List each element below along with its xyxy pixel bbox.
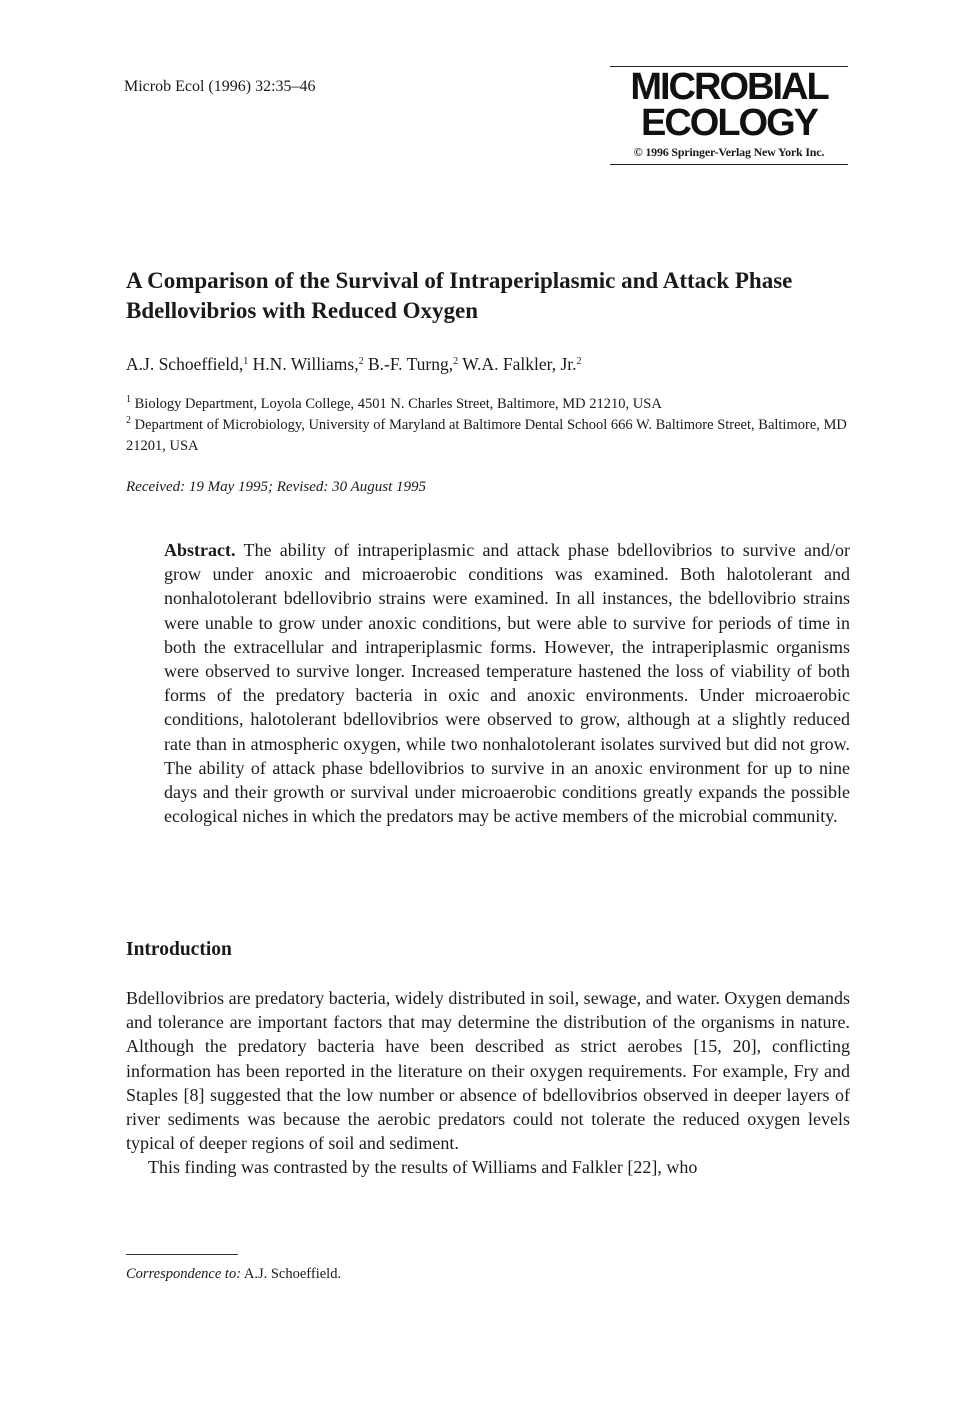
copyright-notice: © 1996 Springer-Verlag New York Inc. [633, 145, 825, 159]
journal-name-line1: MICROBIAL [630, 66, 828, 108]
abstract-text: The ability of intraperiplasmic and attack phase bdellovibrios to survive and/or grow under anoxic and microaerobic conditions was examined. Both halotolerant and nonhalotolerant bdellovibrio strains were examined. In all instances, the bdellovibrio strains were unable to grow under anoxic conditions, but were able to survive for periods of time in both the extracellular and intraperiplasmic forms. However, the intraperiplasmic organisms were observed to survive longer. Increased temperature hastened the loss of viability of both forms of the predatory bacteria in oxic and anoxic environments. Under microaerobic conditions, halotolerant bdellovibrios were observed to grow, although at a slightly reduced rate than in atmospheric oxygen, while two nonhalotolerant isolates survived but did not grow. The ability of attack phase bdellovibrios to survive in an anoxic environment for up to nine days and their growth or survival under microaerobic conditions greatly expands the possible ecological niches in which the predators may be active members of the microbial community. [164, 540, 850, 827]
author-name: H.N. Williams, [252, 354, 359, 374]
correspondence-footnote [126, 1266, 341, 1283]
affiliation-number: 1 [126, 394, 131, 405]
footnote-text: A.J. Schoeffield. [243, 1266, 342, 1282]
affiliation-number: 2 [126, 415, 131, 426]
author-name: B.-F. Turng, [367, 354, 454, 374]
journal-name-line2: ECOLOGY [640, 102, 818, 144]
author-affiliation-mark: 1 [243, 356, 249, 367]
abstract [164, 538, 850, 828]
affiliations [126, 394, 848, 457]
affiliation-text: Department of Microbiology, University of Maryland at Baltimore Dental School 666 W. Baltimore Street, Baltimore, MD 21201, USA [126, 417, 847, 454]
paragraph: Bdellovibrios are predatory bacteria, widely distributed in soil, sewage, and water. Oxygen demands and tolerance are important factors that may determine the distribution of the organisms in nature. Although the predatory bacteria have been described as strict aerobes [15, 20], conflicting information has been reported in the literature on their oxygen requirements. For example, Fry and Staples [8] suggested that the low number or absence of bdellovibrios observed in deeper layers of river sediments was because the aerobic predators could not tolerate the reduced oxygen levels typical of deeper regions of soil and sediment. [126, 988, 850, 1154]
journal-masthead [610, 66, 848, 165]
introduction-body [126, 986, 850, 1180]
affiliation-1 [126, 394, 848, 415]
paragraph: This finding was contrasted by the results of Williams and Falkler [22], who [148, 1157, 698, 1178]
received-dates: Received: 19 May 1995; Revised: 30 August 1995 [126, 479, 427, 495]
author-affiliation-mark: 2 [576, 356, 582, 367]
affiliation-2 [126, 415, 848, 457]
section-heading: Introduction [126, 939, 232, 960]
author-affiliation-mark: 2 [358, 356, 364, 367]
footnote-label: Correspondence to: [126, 1266, 242, 1282]
article-title: A Comparison of the Survival of Intraperiplasmic and Attack Phase Bdellovibrios with Reduced Oxygen [126, 268, 793, 323]
abstract-label: Abstract. [164, 540, 236, 560]
affiliation-text: Biology Department, Loyola College, 4501 N. Charles Street, Baltimore, MD 21210, USA [134, 396, 662, 412]
footnote-rule [126, 1254, 238, 1255]
author-list [126, 354, 582, 375]
author-name: A.J. Schoeffield, [126, 354, 244, 374]
journal-citation: Microb Ecol (1996) 32:35–46 [124, 78, 316, 95]
author-affiliation-mark: 2 [453, 356, 459, 367]
author-name: W.A. Falkler, Jr. [462, 354, 577, 374]
